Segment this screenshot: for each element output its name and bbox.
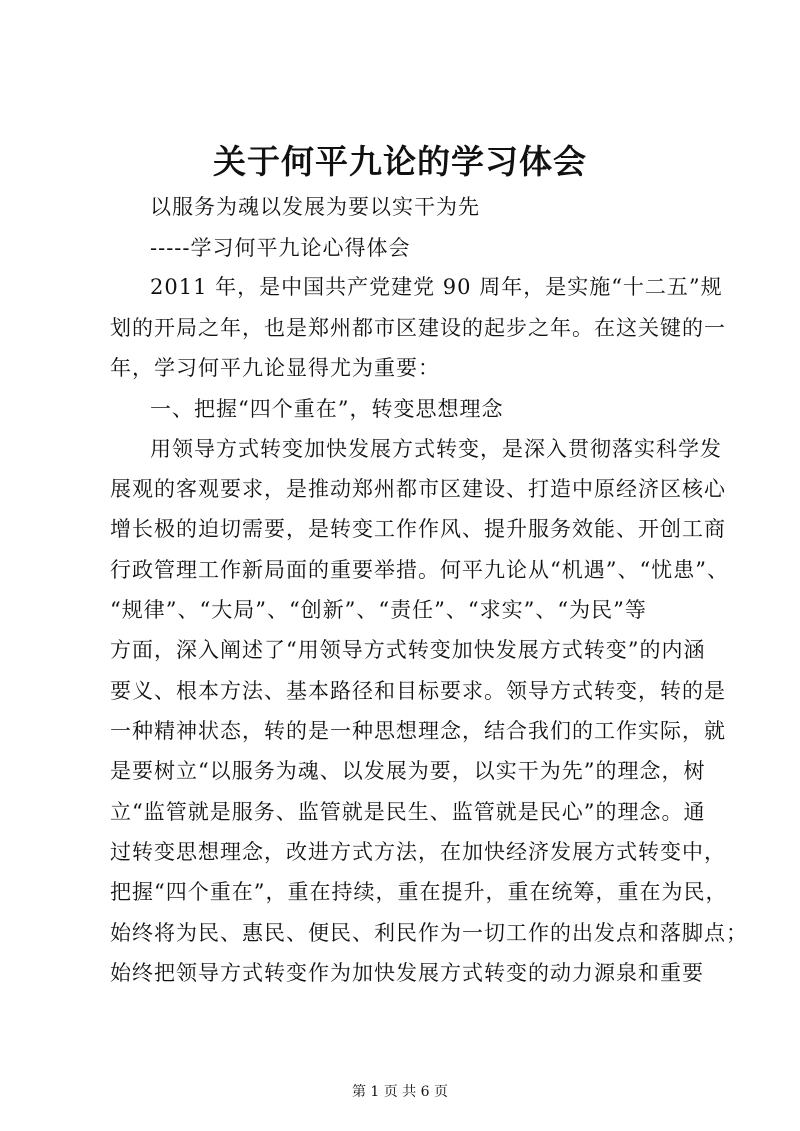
body-line: 过转变思想理念，改进方式方法，在加快经济发展方式转变中， [110,840,726,864]
document-subtitle: 以服务为魂以发展为要以实干为先 [150,195,480,219]
body-line: 划的开局之年，也是郑州都市区建设的起步之年。在这关键的一 [110,316,726,340]
body-line: 展观的客观要求，是推动郑州都市区建设、打造中原经济区核心 [110,477,726,501]
body-line: 始终把领导方式转变作为加快发展方式转变的动力源泉和重要 [110,961,704,985]
body-line: 方面，深入阐述了“用领导方式转变加快发展方式转变”的内涵 [110,638,706,662]
body-line: 始终将为民、惠民、便民、利民作为一切工作的出发点和落脚点； [110,921,748,945]
body-line: 行政管理工作新局面的重要举措。何平九论从“机遇”、“忧患”、 [110,558,729,582]
body-line: 是要树立“以服务为魂、以发展为要，以实干为先”的理念，树 [110,759,706,783]
body-line: 用领导方式转变加快发展方式转变，是深入贯彻落实科学发 [150,437,722,461]
body-line: 2011 年，是中国共产党建党 90 周年，是实施“十二五”规 [150,275,723,299]
body-line: “规律”、“大局”、“创新”、“责任”、“求实”、“为民”等 [110,598,647,622]
body-line: 立“监管就是服务、监管就是民生、监管就是民心”的理念。通 [110,800,706,824]
body-line: 一种精神状态，转的是一种思想理念，结合我们的工作实际，就 [110,719,726,743]
document-byline: -----学习何平九论心得体会 [150,236,411,260]
body-line: 年，学习何平九论显得尤为重要： [110,356,440,380]
body-line: 要义、根本方法、基本路径和目标要求。领导方式转变，转的是 [110,679,726,703]
section-heading: 一、把握“四个重在”，转变思想理念 [150,397,504,421]
page-footer: 第 1 页 共 6 页 [351,1084,449,1100]
document-title: 关于何平九论的学习体会 [213,142,587,181]
body-line: 把握“四个重在”，重在持续，重在提升，重在统筹，重在为民， [110,880,728,904]
body-line: 增长极的迫切需要，是转变工作作风、提升服务效能、开创工商 [110,517,726,541]
